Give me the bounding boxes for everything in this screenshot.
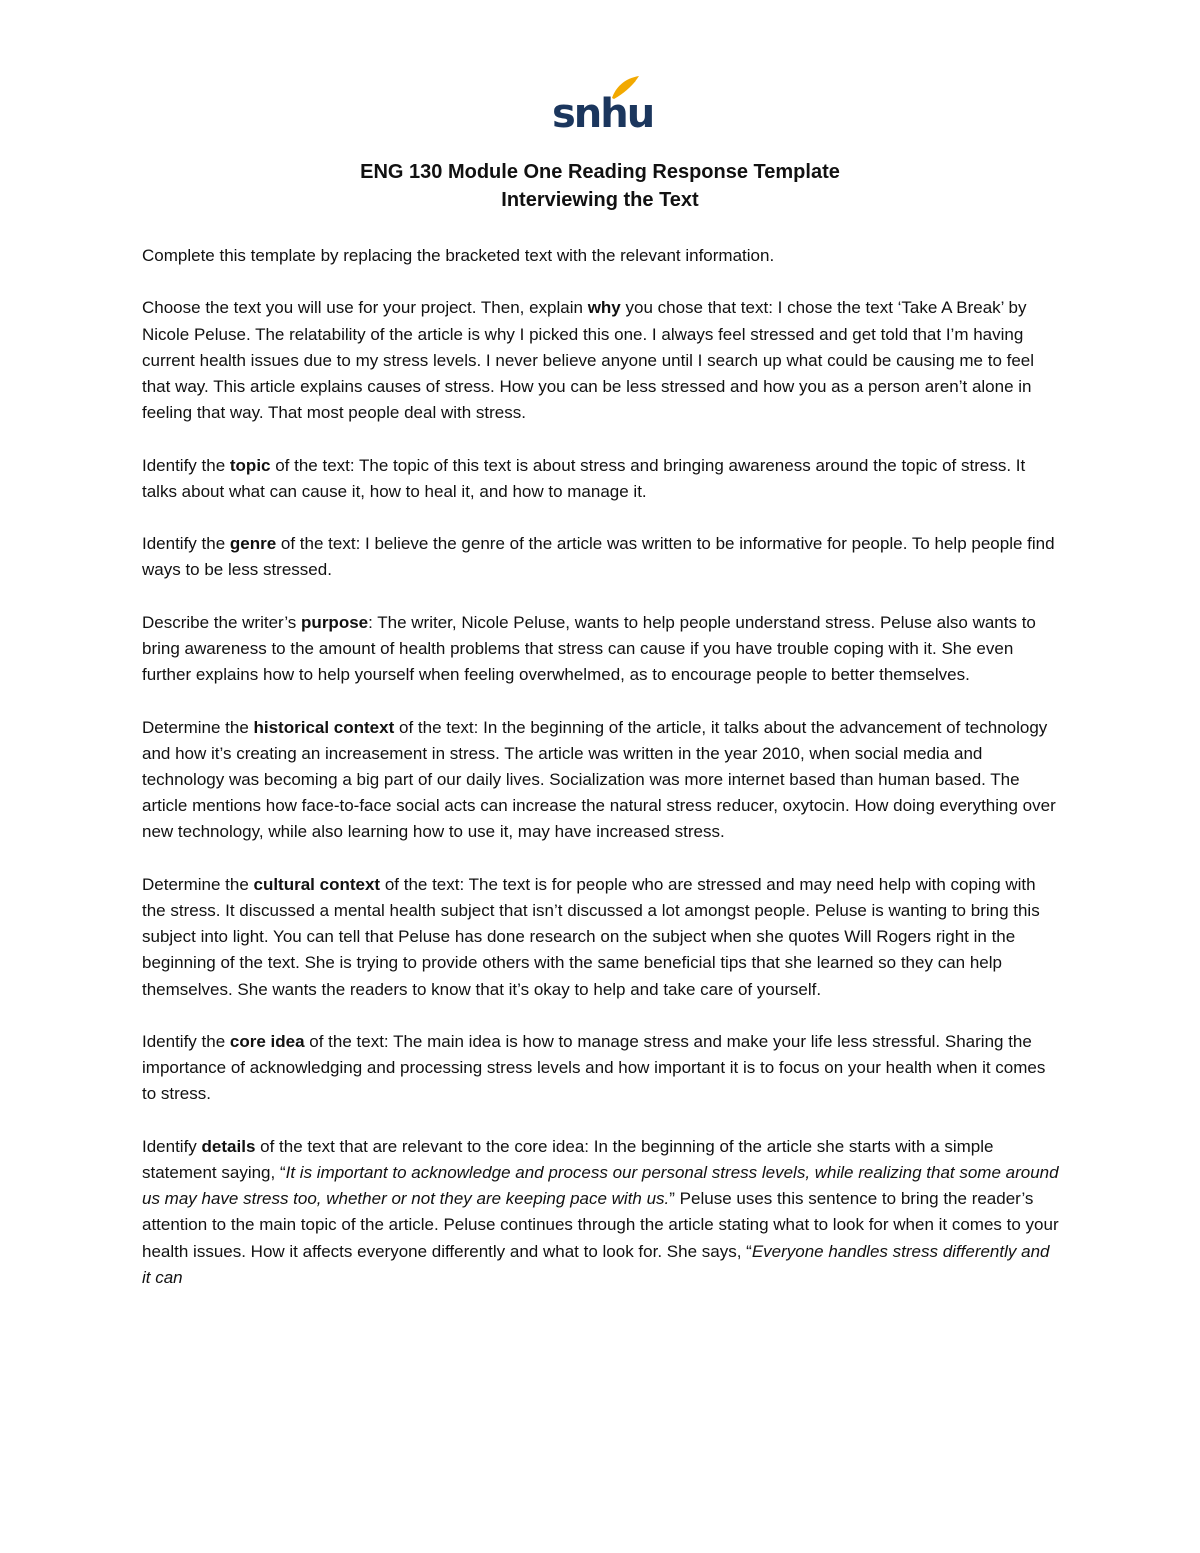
prompt-lead: Identify the	[142, 1031, 230, 1051]
response-text: The writer, Nicole Peluse, wants to help people understand stress. Peluse also wants to bring awareness to the amount of health problems that stress can cause if you have trouble coping with it. She even further explains how to help yourself when feeling overwhelmed, as to encourage people to better themselves.	[142, 612, 1036, 685]
page-subtitle: Interviewing the Text	[501, 189, 699, 211]
section-purpose	[142, 610, 1060, 689]
section-historical-context	[142, 715, 1060, 846]
response-text: The main idea is how to manage stress and make your life less stressful. Sharing the importance of acknowledging and processing stress levels and how important it is to focus on your health when it comes to stress.	[142, 1031, 1046, 1104]
quote-text: Everyone handles stress differently and it can	[142, 1241, 1050, 1287]
section-genre	[142, 531, 1060, 583]
prompt-lead: Determine the	[142, 874, 254, 894]
prompt-lead: Determine the	[142, 717, 254, 737]
logo-text: snhu	[552, 91, 654, 137]
page-title: ENG 130 Module One Reading Response Template	[360, 161, 840, 183]
prompt-keyword: purpose	[301, 612, 369, 632]
response-text: I believe the genre of the article was written to be informative for people. To help people find ways to be less stressed.	[142, 534, 1055, 580]
prompt-lead: Identify	[142, 1136, 202, 1156]
response-text: The topic of this text is about stress and bringing awareness around the topic of stress. It talks about what can cause it, how to heal it, and how to manage it.	[142, 455, 1026, 501]
response-text: ” Peluse uses this sentence to bring the reader’s attention to the main topic of the article. Peluse continues through the article stating what to look for when it comes to your health issues. How it affects everyone differently and what to look for. She says, “	[142, 1189, 1059, 1261]
section-details	[142, 1134, 1060, 1291]
section-cultural-context	[142, 872, 1060, 1003]
quote-text: It is important to acknowledge and process our personal stress levels, while realizing that some around us may have stress too, whether or not they are keeping pace with us.	[142, 1162, 1059, 1209]
snhu-logo	[552, 74, 654, 137]
title-block	[0, 158, 1200, 214]
prompt-keyword: core idea	[229, 1031, 305, 1051]
prompt-tail: of the text that are relevant to the core idea:	[255, 1136, 594, 1156]
prompt-tail: you chose that text:	[620, 298, 778, 318]
prompt-tail: :	[368, 612, 378, 632]
document-body	[142, 243, 1060, 1291]
response-text: In the beginning of the article she starts with a simple statement saying, “	[142, 1136, 994, 1182]
prompt-keyword: cultural context	[253, 874, 381, 894]
prompt-lead: Describe the writer’s	[142, 612, 302, 632]
response-text: The text is for people who are stressed and may need help with coping with the stress. It discussed a mental health subject that isn’t discussed a lot amongst people. Peluse is wanting to bring this subject into light. You can tell that Peluse has done research on the subject when she quotes Will Rogers right in the beginning of the text. She is trying to provide others with the same beneficial tips that she learned so they can help themselves. She wants the readers to know that it’s okay to help and take care of yourself.	[142, 874, 1040, 999]
prompt-keyword: details	[201, 1136, 256, 1156]
section-core-idea	[142, 1029, 1060, 1108]
section-topic	[142, 453, 1060, 505]
prompt-lead: Choose the text you will use for your project. Then, explain	[142, 298, 588, 318]
prompt-tail: of the text:	[276, 534, 366, 554]
response-text: In the beginning of the article, it talks about the advancement of technology and how it’s creating an increasement in stress. The article was written in the year 2010, when social media and technology was becoming a big part of our daily lives. Socialization was more internet based than human based. The article mentions how face-to-face social acts can increase the natural stress reducer, oxytocin. How doing everything over new technology, while also learning how to use it, may have increased stress.	[142, 717, 1056, 842]
response-text: I chose the text ‘Take A Break’ by Nicole Peluse. The relatability of the article is why I picked this one. I always feel stressed and get told that I’m having current health issues due to my stress levels. I never believe anyone until I search up what could be causing me to feel that way. This article explains causes of stress. How you can be less stressed and how you as a person aren’t alone in feeling that way. That most people deal with stress.	[142, 298, 1035, 423]
prompt-lead: Identify the	[142, 455, 230, 475]
prompt-tail: of the text:	[394, 717, 484, 737]
instructions: Complete this template by replacing the bracketed text with the relevant information.	[142, 246, 775, 265]
prompt-lead: Identify the	[142, 534, 230, 554]
prompt-keyword: topic	[229, 455, 271, 475]
prompt-keyword: genre	[229, 534, 277, 554]
prompt-keyword: historical context	[253, 717, 395, 737]
section-why	[142, 295, 1060, 426]
prompt-tail: of the text:	[270, 455, 360, 475]
prompt-tail: of the text:	[304, 1031, 394, 1051]
prompt-tail: of the text:	[380, 874, 469, 894]
prompt-keyword: why	[587, 298, 621, 318]
